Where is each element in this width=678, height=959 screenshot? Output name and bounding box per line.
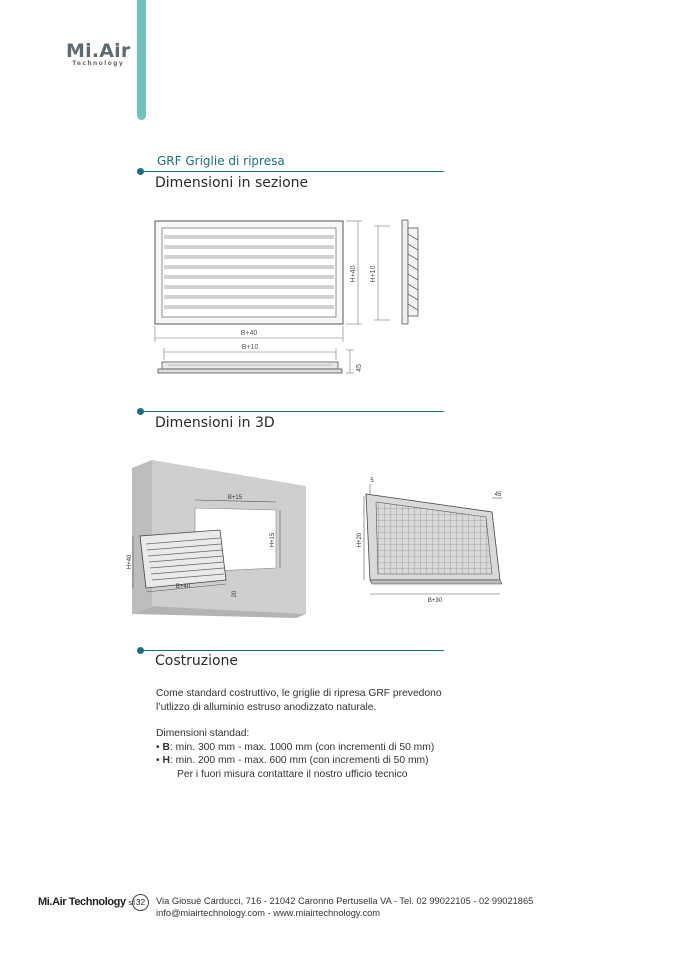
- front-height-label: H+40: [350, 265, 357, 283]
- page-title: Dimensioni in sezione: [155, 175, 309, 191]
- grille-height-label: H+40: [127, 554, 133, 570]
- side-height-label: H+10: [370, 265, 377, 283]
- mesh-top-label: 5: [370, 478, 374, 484]
- tilted-grille: [140, 530, 226, 588]
- section-bullet-dot-3d: [137, 408, 144, 415]
- bottom-view-grille: [158, 344, 363, 373]
- logo-main-text: Mi.Air: [66, 40, 131, 62]
- wall-3d-drawing: [128, 456, 313, 621]
- footer-brand-name: Mi.Air Technology: [38, 896, 126, 908]
- section-rule-3d: [142, 411, 444, 412]
- company-logo: [66, 40, 130, 67]
- depth-label: 45: [356, 364, 363, 372]
- grille-depth-label: 20: [232, 590, 238, 598]
- section-bullet-dot-costruzione: [137, 647, 144, 654]
- front-width-label: B+40: [240, 330, 258, 337]
- footer-web: info@miairtechnology.com - www.miairtechnology.com: [156, 907, 381, 918]
- front-view-grille: [155, 221, 343, 324]
- logo-sub-text: Technology: [72, 60, 125, 67]
- bullet-b-label: B: [162, 741, 170, 753]
- bullet-b-text: : min. 300 mm - max. 1000 mm (con incrementi di 50 mm): [169, 741, 435, 753]
- footer-contacts: [156, 896, 533, 919]
- mesh-grille-3d-drawing: [342, 472, 514, 612]
- section-drawing: [150, 212, 430, 382]
- mesh-depth-label: 45: [494, 492, 502, 498]
- bullet-h: • H: min. 200 mm - max. 600 mm (con incrementi di 50 mm): [156, 755, 429, 766]
- section-subtitle: GRF Griglie di ripresa: [157, 154, 285, 168]
- wall-opening-width-label: B+15: [227, 495, 243, 501]
- section-bullet-dot: [137, 168, 144, 175]
- para1-line2: l’utlizzo di alluminio estruso anodizzato naturale.: [156, 701, 377, 713]
- dims-heading: Dimensioni standad:: [156, 728, 250, 739]
- note-text: Per i fuori misura contattare il nostro ufficio tecnico: [177, 768, 408, 780]
- accent-bar: [137, 0, 146, 120]
- bullet-h-label: H: [162, 755, 170, 766]
- para1-line1: Come standard costruttivo, le griglie di ripresa GRF prevedono: [156, 688, 442, 699]
- bottom-width-label: B+10: [241, 344, 259, 351]
- footer-brand: [38, 896, 135, 908]
- mesh-height-label: H+20: [357, 532, 363, 548]
- page-number: 32: [132, 894, 149, 911]
- mesh-width-label: B+30: [427, 598, 443, 604]
- footer-address: Via Giosuè Carducci, 716 - 21042 Caronno Pertusella VA - Tel. 02 99022105 - 02 99021865: [156, 896, 534, 906]
- section-title-3d: Dimensioni in 3D: [155, 415, 275, 431]
- wall-opening-height-label: H+15: [270, 532, 276, 548]
- side-view-grille: [402, 220, 418, 324]
- bullet-b: • B: min. 300 mm - max. 1000 mm (con incrementi di 50 mm): [156, 741, 435, 753]
- costruzione-body: [156, 687, 516, 781]
- bullet-h-text: : min. 200 mm - max. 600 mm (con incrementi di 50 mm): [169, 755, 429, 766]
- section-rule-costruzione: [142, 650, 444, 651]
- section-rule: [142, 171, 444, 172]
- grille-width-label: B+40: [175, 584, 191, 590]
- section-title-costruzione: Costruzione: [155, 653, 239, 669]
- footer-brand-suffix: srl: [128, 900, 135, 907]
